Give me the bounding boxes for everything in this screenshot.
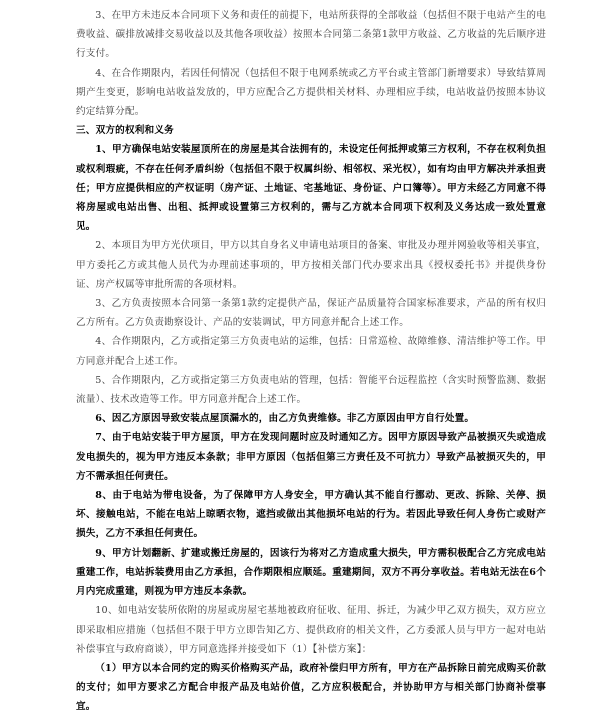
clause-roof-leak: 6、因乙方原因导致安装点屋顶漏水的，由乙方负责维修。非乙方原因由甲方自行处置。 — [95, 413, 475, 425]
clause-income-payment: 3、在甲方未违反本合同项下义务和责任的前提下，电站所获得的全部收益（包括但不限于电站产生的电费收益、碳排放减排交易收益以及其他各项收益）按照本合同第二条第1款甲方收益、乙方收益的先后顺序进行支付。 — [76, 10, 546, 60]
clause-settlement-cycle: 4、在合作期限内，若因任何情况（包括但不限于电网系统或乙方平台或主管部门新增要求）导致结算周期产生变更，影响电站收益发放的，甲方应配合乙方提供相关材料、办理相应手续，电站收益仍按照本协议约定结算分配。 — [76, 67, 546, 118]
clause-roof-ownership: 1、甲方确保电站安装屋顶所在的房屋是其合法拥有的，未设定任何抵押或第三方权利，不存在权利负担或权利瑕疵，不存在任何矛盾纠纷（包括但不限于权属纠纷、相邻权、采光权），如有均由甲方解决并承担责任；甲方应提供相应的产权证明（房产证、土地证、宅基地证、身份证、户口簿等）。甲方未经乙方同意不得将房屋或电站出售、出租、抵押或设置第三方权利的，需与乙方就本合同项下权利及义务达成一致处置意见。 — [76, 144, 546, 233]
section-title-rights-obligations: 三、双方的权利和义务 — [76, 125, 174, 137]
clause-product-supply: 3、乙方负责按照本合同第一条第1款约定提供产品，保证产品质量符合国家标准要求，产品的所有权归乙方所有。乙方负责勘察设计、产品的安装调试，甲方同意并配合上述工作。 — [76, 298, 546, 329]
clause-project-filing: 2、本项目为甲方光伏项目，甲方以其自身名义申请电站项目的备案、审批及办理并网验收等相关事宜，甲方委托乙方或其他人员代为办理前述事项的，甲方按相关部门代办要求出具《授权委托书》并提供身份证、房产权属等审批所需的各项材料。 — [76, 240, 546, 290]
clause-station-management: 5、合作期限内，乙方或指定第三方负责电站的管理，包括：智能平台远程监控（含实时预警监测、数据流量）、技术改造等工作。甲方同意并配合上述工作。 — [76, 374, 546, 406]
clause-compensation-option-1: （1）甲方以本合同约定的购买价格购买产品，政府补偿归甲方所有，甲方在产品拆除日前完成购买价款的支付；如甲方要求乙方配合申报产品及电站价值，乙方应积极配合，并协助甲方与相关部门协商补偿事宜。 — [76, 662, 546, 713]
clause-operation-maintenance: 4、合作期限内，乙方或指定第三方负责电站的运维，包括：日常巡检、故障维修、清洁维护等工作。甲方同意并配合上述工作。 — [76, 336, 546, 367]
clause-safety: 8、由于电站为带电设备，为了保障甲方人身安全，甲方确认其不能自行挪动、更改、拆除、关停、损坏、接触电站，不能在电站上晾晒衣物，遮挡或做出其他损坏电站的行为。若因此导致任何人身伤亡或财产损失，乙方不承担任何责任。 — [76, 490, 546, 540]
clause-damage-notice: 7、由于电站安装于甲方屋顶，甲方在发现问题时应及时通知乙方。因甲方原因导致产品被损灭失或造成发电损失的，视为甲方违反本条款；非甲方原因（包括但第三方责任及不可抗力）导致产品被损灭失的，甲方不需承担任何责任。 — [76, 432, 546, 482]
clause-renovation: 9、甲方计划翻新、扩建或搬迁房屋的，因该行为将对乙方造成重大损失，甲方需积极配合乙方完成电站重建工作，电站拆装费用由乙方承担，合作期限相应顺延。重建期间，双方不再分享收益。若电站无法在6个月内完成重建，则视为甲方违反本条款。 — [76, 547, 546, 598]
clause-expropriation: 10、如电站安装所依附的房屋或房屋宅基地被政府征收、征用、拆迁，为减少甲乙双方损失，双方应立即采取相应措施（包括但不限于甲方立即告知乙方、提供政府的相关文件，乙方委派人员与甲方一起对电站补偿事宜与政府商谈），甲方同意选择并接受如下（1）【补偿方案】： — [76, 605, 546, 655]
